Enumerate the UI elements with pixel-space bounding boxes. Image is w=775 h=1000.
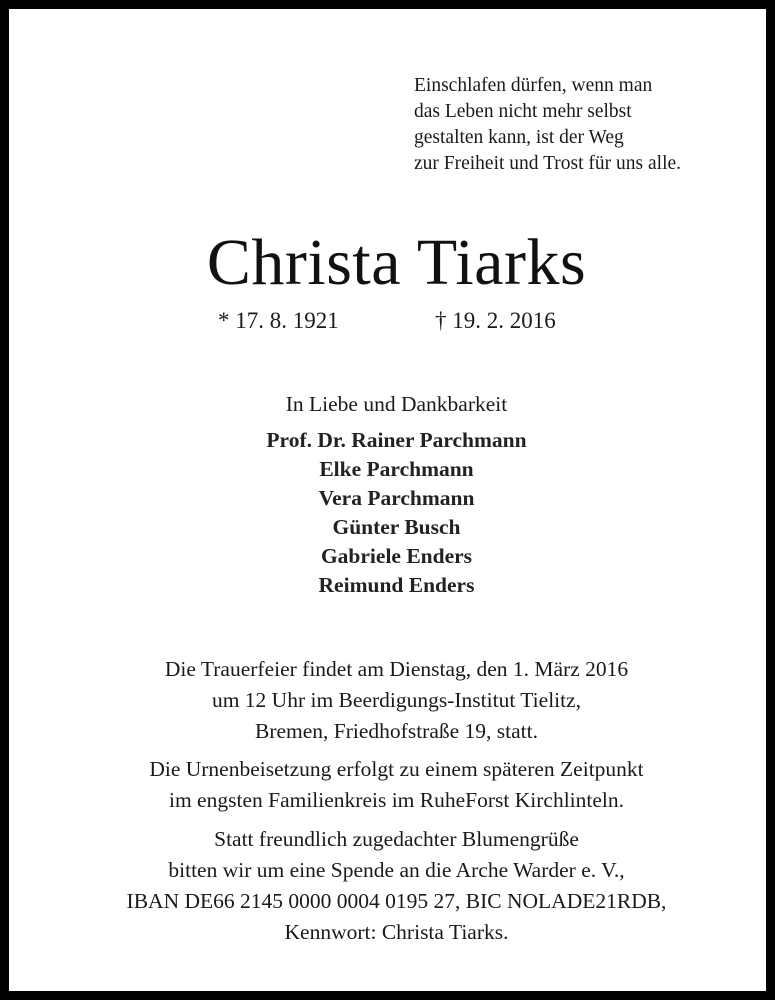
burial-line: Die Urnenbeisetzung erfolgt zu einem späteren Zeitpunkt [149,757,644,781]
funeral-info [9,654,775,747]
donation-line: Statt freundlich zugedachter Blumengrüße [214,827,579,851]
burial-info [9,754,775,816]
funeral-line: Bremen, Friedhofstraße 19, statt. [254,719,539,743]
donation-info [9,824,775,948]
donation-line: bitten wir um eine Spende an die Arche Warder e. V., [168,858,625,882]
quote-line: zur Freiheit und Trost für uns alle. [414,153,682,174]
mourner-name: Vera Parchmann [318,486,475,510]
funeral-line: Die Trauerfeier findet am Dienstag, den 1. März 2016 [164,657,629,681]
donation-line: IBAN DE66 2145 0000 0004 0195 27, BIC NOLADE21RDB, [126,889,667,913]
death-date: † 19. 2. 2016 [435,308,556,333]
quote-line: Einschlafen dürfen, wenn man [414,75,653,96]
donation-line: Kennwort: Christa Tiarks. [284,920,509,944]
thanks-line: In Liebe und Dankbarkeit [285,392,508,416]
burial-line: im engsten Familienkreis im RuheForst Kirchlinteln. [168,788,625,812]
quote-line: das Leben nicht mehr selbst [414,101,632,122]
deceased-name: Christa Tiarks [206,226,587,299]
memorial-quote [414,73,754,177]
mourner-name: Gabriele Enders [320,544,473,568]
mourners-list [9,426,775,600]
mourner-name: Prof. Dr. Rainer Parchmann [266,428,527,452]
quote-line: gestalten kann, ist der Weg [414,127,624,148]
funeral-line: um 12 Uhr im Beerdigungs-Institut Tielitz, [211,688,582,712]
mourner-name: Günter Busch [332,515,461,539]
mourner-name: Reimund Enders [318,573,475,597]
mourner-name: Elke Parchmann [319,457,474,481]
birth-date: * 17. 8. 1921 [218,308,339,333]
